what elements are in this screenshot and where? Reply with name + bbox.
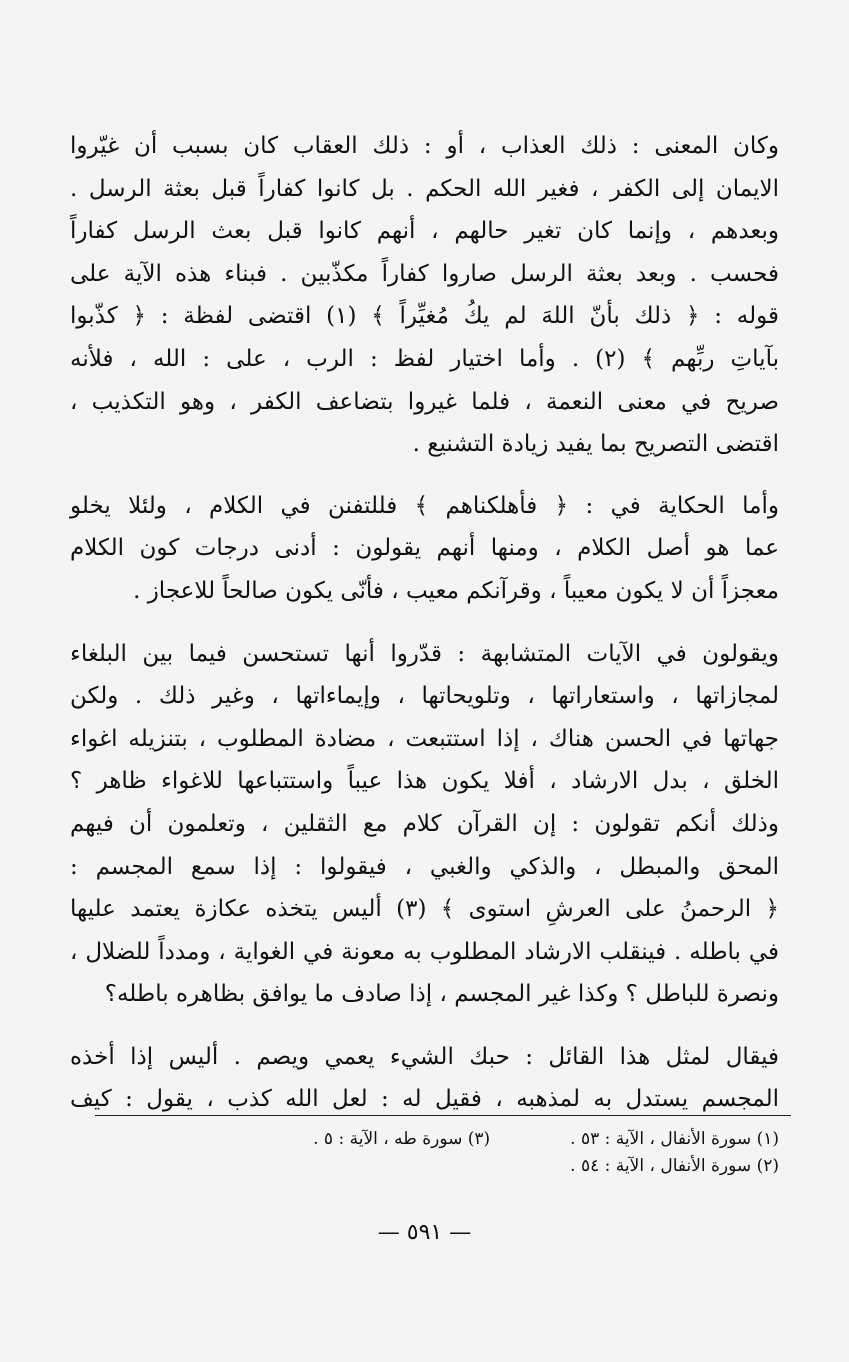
text-line: فيقال لمثل هذا القائل : حبك الشيء يعمي ويصم . أليس إذا أخذه [70,1043,779,1070]
paragraph-4 [70,1036,779,1121]
text-line: ويقولون في الآيات المتشابهة : قدّروا أنها تستحسن فيما بين البلغاء [70,640,779,667]
footnote-2: (٢) سورة الأنفال ، الآية : ٥٤ . [570,1156,779,1176]
text-line: في باطله . فينقلب الارشاد المطلوب به معونة في الغواية ، ومدداً للضلال ، [70,938,779,965]
text-line: جهاتها في الحسن هناك ، إذا استتبعت ، مضادة المطلوب ، بتنزيله اغواء [70,725,779,752]
text-line: فحسب . وبعد بعثة الرسل صاروا كفاراً مكذّبين . فبناء هذه الآية على [70,260,779,287]
text-line: المجسم يستدل به لمذهبه ، فقيل له : لعل الله كذب ، يقول : كيف [70,1086,779,1113]
text-line: عما هو أصل الكلام ، ومنها أنهم يقولون : أدنى درجات كون الكلام [70,535,779,562]
text-line: صريح في معنى النعمة ، فلما غيروا بتضاعف الكفر ، وهو التكذيب ، [70,388,779,415]
footnote-row [79,1153,779,1180]
footnote-1: (١) سورة الأنفال ، الآية : ٥٣ . [570,1129,779,1149]
paragraph-1 [70,125,779,466]
text-line: وذلك أنكم تقولون : إن القرآن كلام مع الثقلين ، وتعلمون أن فيهم [70,810,779,837]
text-line: اقتضى التصريح بما يفيد زيادة التشنيع . [412,431,779,458]
text-line: ونصرة للباطل ؟ وكذا غير المجسم ، إذا صادف ما يوافق بظاهره باطله؟ [104,981,779,1008]
footnote-3: (٣) سورة طه ، الآية : ٥ . [313,1129,491,1149]
footnote-divider [95,1115,791,1116]
footnotes [79,1126,779,1180]
paragraph-2 [70,485,779,613]
footnote-row [79,1126,779,1153]
text-line: وكان المعنى : ذلك العذاب ، أو : ذلك العقاب كان بسبب أن غيّروا [70,133,779,159]
paragraph-3 [70,633,779,1016]
text-line: معجزاً أن لا يكون معيباً ، وقرآنكم معيب ، فأنّى يكون صالحاً للاعجاز . [133,577,779,604]
text-line: ﴿ الرحمنُ على العرشِ استوى ﴾ (٣) أليس يتخذه عكازة يعتمد عليها [70,896,779,923]
text-line: الايمان إلى الكفر ، فغير الله الحكم . بل كانوا كفاراً قبل بعثة الرسل . [70,175,779,202]
text-line: وبعدهم ، وإنما كان تغير حالهم ، أنهم كانوا قبل بعث الرسل كفاراً [70,218,779,245]
text-line: لمجازاتها ، واستعاراتها ، وتلويحاتها ، وإيماءاتها ، وغير ذلك . ولكن [70,683,779,710]
text-line: بآياتِ ربِّهم ﴾ (٢) . وأما اختيار لفظ : الرب ، على : الله ، فلأنه [70,345,779,372]
text-line: الخلق ، بدل الارشاد ، أفلا يكون هذا عيباً واستتباعها للاغواء ظاهر ؟ [70,768,779,795]
text-line: قوله : ﴿ ذلك بأنّ اللهَ لم يكُ مُغيِّراً ﴾ (١) اقتضى لفظة : ﴿ كذّبوا [70,303,779,330]
page-number: — ٥٩١ — [377,1220,472,1245]
text-line: وأما الحكاية في : ﴿ فأهلكناهم ﴾ فللتفنن في الكلام ، ولئلا يخلو [70,492,779,519]
text-line: المحق والمبطل ، والذكي والغبي ، فيقولوا : إذا سمع المجسم : [70,853,779,880]
